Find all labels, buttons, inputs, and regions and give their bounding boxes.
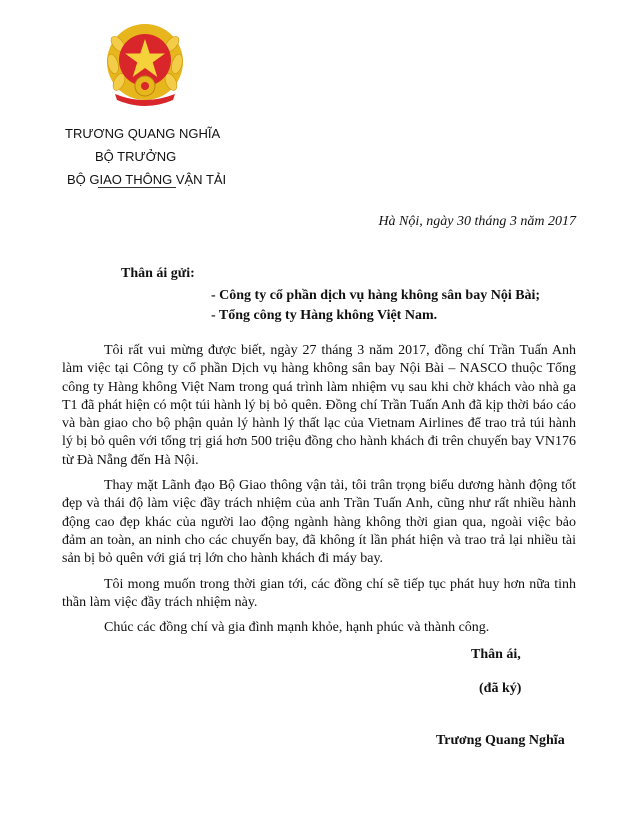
salutation: Thân ái gửi: <box>121 266 195 281</box>
national-emblem-icon <box>103 22 187 106</box>
closing: Thân ái, <box>471 647 521 662</box>
sender-organization: BỘ GIAO THÔNG VẬN TẢI <box>67 172 227 187</box>
recipient-item: - Tổng công ty Hàng không Việt Nam. <box>211 308 438 323</box>
letter-body <box>62 342 576 644</box>
header-divider <box>98 187 176 188</box>
dateline: Hà Nội, ngày 30 tháng 3 năm 2017 <box>378 214 576 229</box>
recipient-item: - Công ty cổ phần dịch vụ hàng không sân bay Nội Bài; <box>211 288 541 303</box>
body-paragraph: Thay mặt Lãnh đạo Bộ Giao thông vận tải, tôi trân trọng biểu dương hành động tốt đẹp và thái độ làm việc đầy trách nhiệm của anh Trần Tuấn Anh, cũng như rất nhiều hành động cao đẹp khác của người lao động ngành hàng không thời gian qua, ngoài việc bảo đảm an toàn, an ninh cho các chuyến bay, đã không ít lần phát hiện và trao trả lại nhiều tài sản bị bỏ quên với giá trị lớn cho hành khách đi máy bay. <box>62 478 576 567</box>
sender-name: TRƯƠNG QUANG NGHĨA <box>65 126 221 141</box>
sender-title: BỘ TRƯỞNG <box>95 149 177 164</box>
recipient-list <box>211 286 540 326</box>
sender-header <box>62 122 226 191</box>
signer-name: Trương Quang Nghĩa <box>436 733 565 748</box>
body-paragraph: Tôi mong muốn trong thời gian tới, các đồng chí sẽ tiếp tục phát huy hơn nữa tinh thần làm việc đầy trách nhiệm này. <box>62 576 576 610</box>
signed-note: (đã ký) <box>479 681 522 696</box>
body-paragraph: Chúc các đồng chí và gia đình mạnh khỏe, hạnh phúc và thành công. <box>104 620 490 636</box>
body-paragraph: Tôi rất vui mừng được biết, ngày 27 tháng 3 năm 2017, đồng chí Trần Tuấn Anh làm việc tại Công ty cổ phần Dịch vụ hàng không sân bay Nội Bài – NASCO thuộc Tổng công ty Hàng không Việt Nam trong quá trình làm nhiệm vụ sau khi chờ khách vào nhà ga T1 đã phát hiện có một túi hành lý bị bỏ quên. Đồng chí Trần Tuấn Anh đã kịp thời báo cáo và bàn giao cho bộ phận quản lý hành lý thất lạc của Vietnam Airlines để trao trả túi hành lý bị bỏ quên với tổng trị giá hơn 500 triệu đồng cho hành khách đi trên chuyến bay VN176 từ Đà Nẵng đến Hà Nội. <box>62 343 576 468</box>
